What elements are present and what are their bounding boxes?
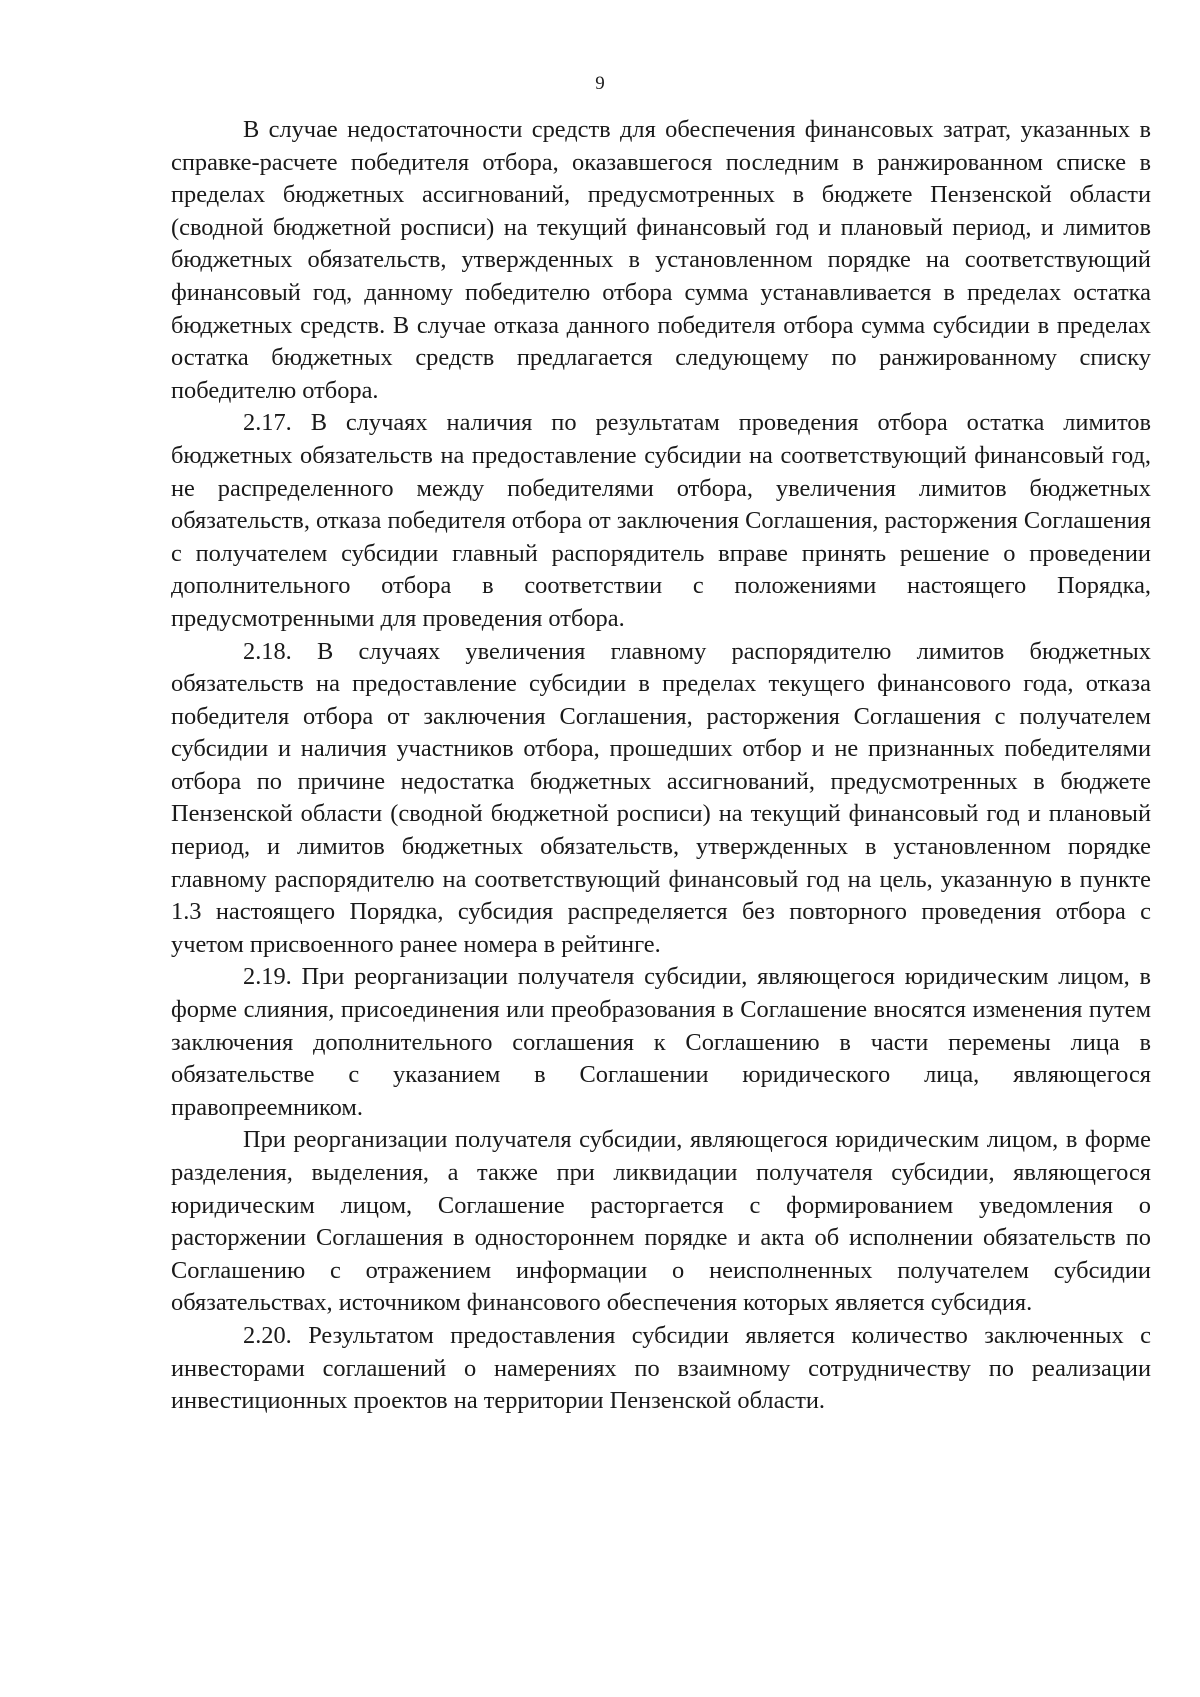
paragraph-2-19: 2.19. При реорганизации получателя субсидии, являющегося юридическим лицом, в форме слияния, присоединения или преобразования в Соглашение вносятся изменения путем заключения дополнительного соглашения к Соглашению в части перемены лица в обязательстве с указанием в Соглашении юридического лица, являющегося правопреемником. (171, 963, 1151, 1121)
document-body (171, 114, 1151, 1418)
paragraph-reorganization-division: При реорганизации получателя субсидии, являющегося юридическим лицом, в форме разделения, выделения, а также при ликвидации получателя субсидии, являющегося юридическим лицом, Соглашение расторгается с формированием уведомления о расторжении Соглашения в одностороннем порядке и акта об исполнении обязательств по Соглашению с отражением информации о неисполненных получателем субсидии обязательствах, источником финансового обеспечения которых является субсидия. (171, 1126, 1151, 1317)
page-number: 9 (595, 73, 605, 94)
paragraph-2-20: 2.20. Результатом предоставления субсидии является количество заключенных с инвесторами соглашений о намерениях по взаимному сотрудничеству по реализации инвестиционных проектов на территории Пензенской области. (171, 1321, 1151, 1415)
paragraph-2-18: 2.18. В случаях увеличения главному распорядителю лимитов бюджетных обязательств на предоставление субсидии в пределах текущего финансового года, отказа победителя отбора от заключения Соглашения, расторжения Соглашения с получателем субсидии и наличия участников отбора, прошедших отбор и не признанных победителями отбора по причине недостатка бюджетных ассигнований, предусмотренных в бюджете Пензенской области (сводной бюджетной росписи) на текущий финансовый год и плановый период, и лимитов бюджетных обязательств, утвержденных в установленном порядке главному распорядителю на соответствующий финансовый год на цель, указанную в пункте 1.3 настоящего Порядка, субсидия распределяется без повторного проведения отбора с учетом присвоенного ранее номера в рейтинге. (171, 637, 1151, 958)
paragraph-2-17: 2.17. В случаях наличия по результатам проведения отбора остатка лимитов бюджетных обязательств на предоставление субсидии на соответствующий финансовый год, не распределенного между победителями отбора, увеличения лимитов бюджетных обязательств, отказа победителя отбора от заключения Соглашения, расторжения Соглашения с получателем субсидии главный распорядитель вправе принять решение о проведении дополнительного отбора в соответствии с положениями настоящего Порядка, предусмотренными для проведения отбора. (171, 409, 1151, 632)
paragraph-funding-shortfall: В случае недостаточности средств для обеспечения финансовых затрат, указанных в справке-расчете победителя отбора, оказавшегося последним в ранжированном списке в пределах бюджетных ассигнований, предусмотренных в бюджете Пензенской области (сводной бюджетной росписи) на текущий финансовый год и плановый период, и лимитов бюджетных обязательств, утвержденных в установленном порядке на соответствующий финансовый год, данному победителю отбора сумма устанавливается в пределах остатка бюджетных средств. В случае отказа данного победителя отбора сумма субсидии в пределах остатка бюджетных средств предлагается следующему по ранжированному списку победителю отбора. (171, 116, 1151, 404)
